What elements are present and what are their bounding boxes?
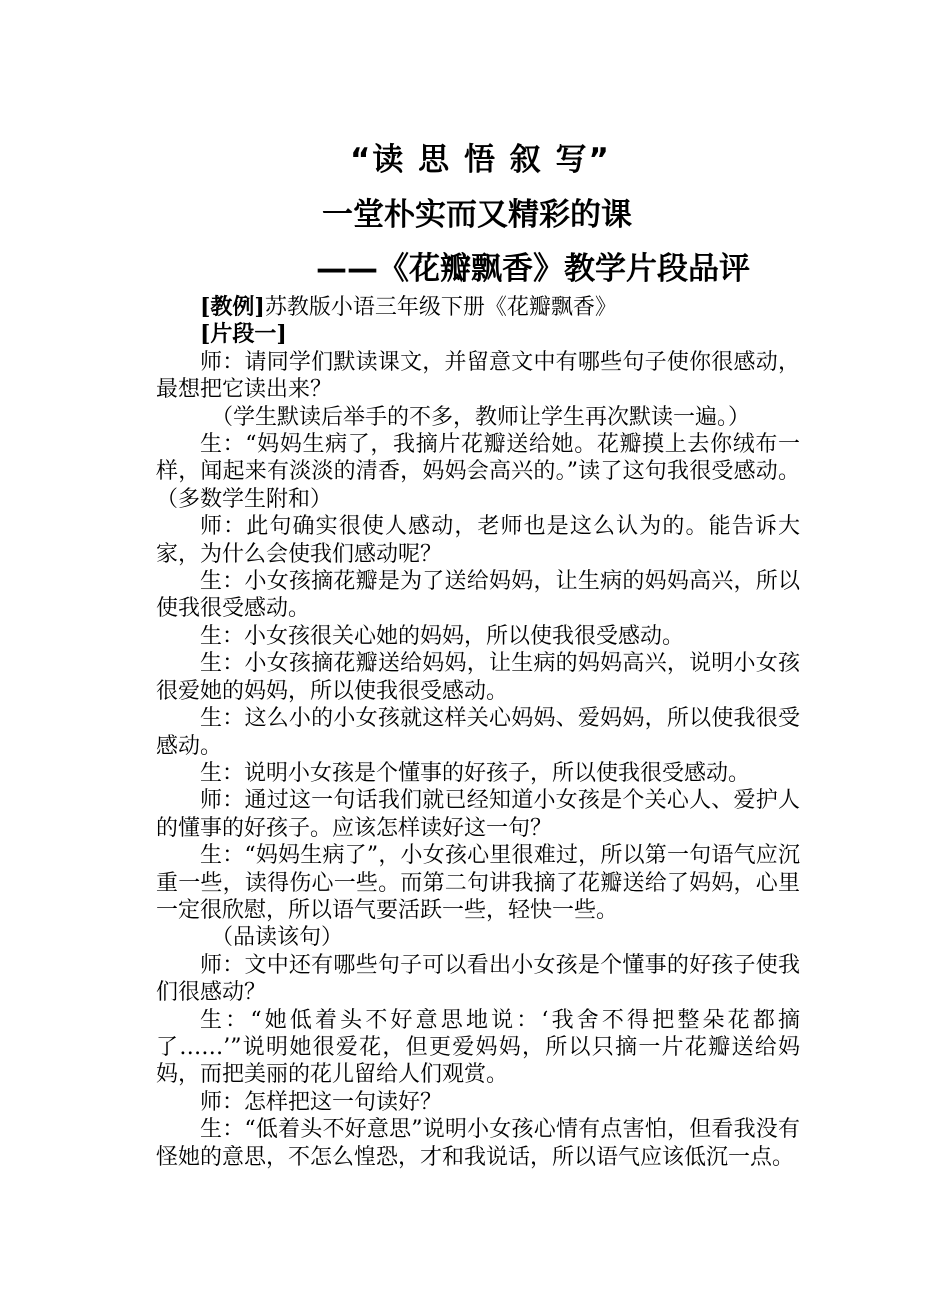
paragraph: 师：此句确实很使人感动，老师也是这么认为的。能告诉大家，为什么会使我们感动呢？ <box>156 514 800 567</box>
title-line-2: 一堂朴实而又精彩的课 <box>322 197 632 233</box>
paragraph: 生：小女孩摘花瓣送给妈妈，让生病的妈妈高兴，说明小女孩很爱她的妈妈，所以使我很受感动。 <box>156 651 800 704</box>
paragraph: 生：“低着头不好意思”说明小女孩心情有点害怕，但看我没有怪她的意思，不怎么惶恐，才和我说话，所以语气应该低沉一点。 <box>156 1117 800 1170</box>
example-tag: [教例] <box>200 294 265 320</box>
body-text <box>156 294 800 1171</box>
example-line <box>156 294 800 321</box>
paragraph: 生：“她低着头不好意思地说：‘我舍不得把整朵花都摘了……’”说明她很爱花，但更爱妈妈，所以只摘一片花瓣送给妈妈，而把美丽的花儿留给人们观赏。 <box>156 1007 800 1088</box>
paragraph: 师：怎样把这一句读好？ <box>200 1089 443 1115</box>
paragraph: 生：“妈妈生病了”，小女孩心里很难过，所以第一句语气应沉重一些，读得伤心一些。而第二句讲我摘了花瓣送给了妈妈，心里一定很欣慰，所以语气要活跃一些，轻快一些。 <box>156 843 800 923</box>
paragraph: 生：小女孩很关心她的妈妈，所以使我很受感动。 <box>200 623 685 649</box>
section-heading <box>156 321 800 348</box>
paragraph: 生：说明小女孩是个懂事的好孩子，所以使我很受感动。 <box>200 760 751 786</box>
paragraph: 师：请同学们默读课文，并留意文中有哪些句子使你很感动，最想把它读出来？ <box>156 349 800 403</box>
example-text: 苏教版小语三年级下册《花瓣飘香》 <box>264 295 617 320</box>
paragraph: 生：这么小的小女孩就这样关心妈妈、爱妈妈，所以使我很受感动。 <box>156 706 800 759</box>
paragraph: 生：小女孩摘花瓣是为了送给妈妈，让生病的妈妈高兴，所以使我很受感动。 <box>156 569 800 622</box>
paragraph: 生：“妈妈生病了，我摘片花瓣送给她。花瓣摸上去你绒布一样，闻起来有淡淡的清香，妈妈会高兴的。”读了这句我很受感动。（多数学生附和） <box>156 432 800 512</box>
paragraph: （学生默读后举手的不多，教师让学生再次默读一遍。） <box>211 404 751 430</box>
paragraph: 师：文中还有哪些句子可以看出小女孩是个懂事的好孩子使我们很感动？ <box>156 952 800 1006</box>
section-tag: [片段一] <box>200 321 287 348</box>
paragraph: （品读该句） <box>211 925 344 951</box>
paragraph: 师：通过这一句话我们就已经知道小女孩是个关心人、爱护人的懂事的好孩子。应该怎样读好这一句？ <box>156 788 800 841</box>
title-line-3: ——《花瓣飘香》教学片段品评 <box>316 251 750 287</box>
title-line-1: “读 思 悟 叙 写” <box>350 142 611 178</box>
